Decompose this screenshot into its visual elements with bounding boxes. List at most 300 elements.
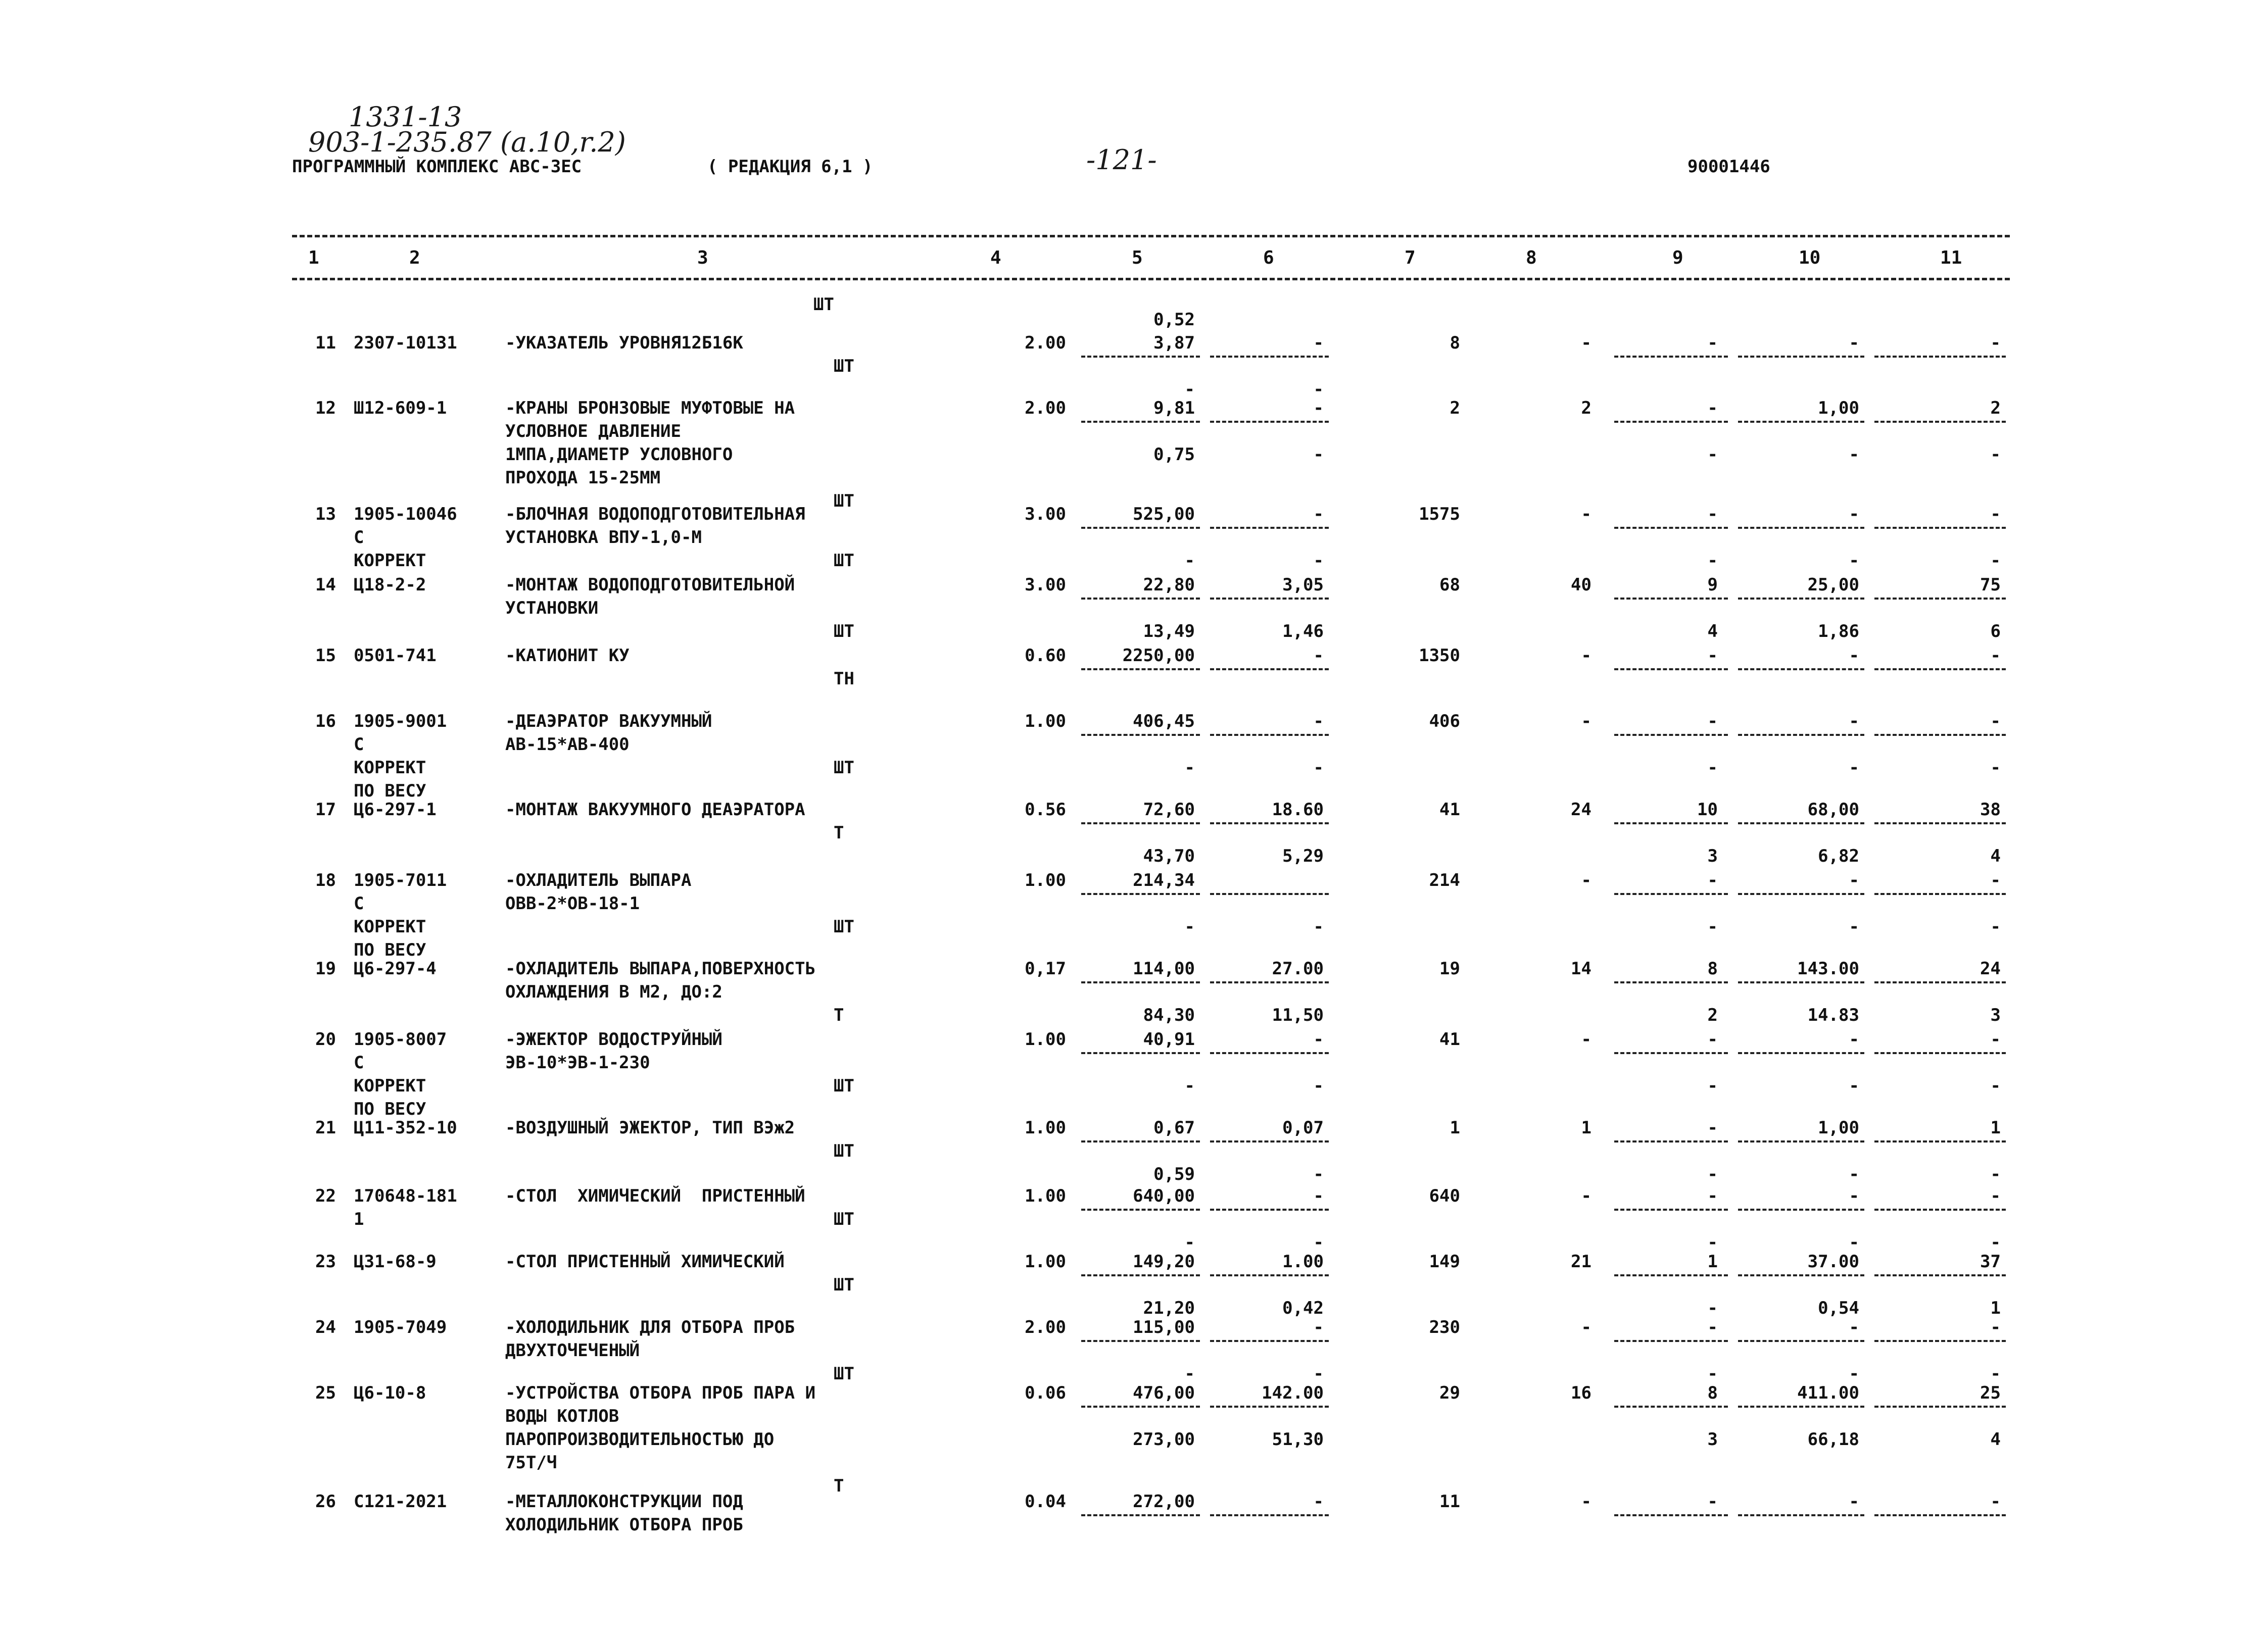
- unit-label: Т: [834, 823, 844, 843]
- labor-divider: [1738, 598, 1864, 600]
- cost-total: 19: [1439, 959, 1460, 979]
- labor-divider: [1874, 1406, 2006, 1408]
- machine-labor-per-unit: -: [1849, 1364, 1859, 1384]
- price-wages: -: [1313, 333, 1324, 353]
- labor-total: -: [1990, 1029, 2001, 1050]
- labor-divider: [1874, 668, 2006, 670]
- labor-divider: [1874, 1052, 2006, 1054]
- machine-price: 273,00: [1133, 1429, 1195, 1450]
- table-row: [0, 1174, 2268, 1253]
- item-name: ОХЛАЖДЕНИЯ В М2, ДО:2: [505, 982, 722, 1002]
- quantity: 2.00: [1025, 398, 1066, 418]
- cost-total: 29: [1439, 1383, 1460, 1403]
- table-row: [0, 947, 2268, 1025]
- machine-wages: -: [1313, 444, 1324, 465]
- quantity: 1.00: [1025, 1118, 1066, 1138]
- price-divider: [1081, 822, 1200, 824]
- cost-total: 68: [1439, 575, 1460, 595]
- labor-divider: [1614, 1209, 1728, 1211]
- program-title: ПРОГРАММНЫЙ КОМПЛЕКС АВС-ЗЕС: [292, 157, 582, 177]
- price-wages: 18.60: [1272, 800, 1324, 820]
- labor-divider: [1738, 1140, 1864, 1142]
- cost-wages: 1: [1581, 1118, 1591, 1138]
- labor-divider: [1738, 734, 1864, 736]
- table-row: [0, 700, 2268, 801]
- labor-divider: [1738, 421, 1864, 423]
- labor-hours: 8: [1707, 959, 1718, 979]
- machine-labor-per-unit: -: [1849, 1232, 1859, 1253]
- item-name: -МОНТАЖ ВАКУУМНОГО ДЕАЭРАТОРА: [505, 800, 805, 820]
- item-name: -КРАНЫ БРОНЗОВЫЕ МУФТОВЫЕ НА: [505, 398, 795, 418]
- price-wages: -: [1313, 1186, 1324, 1206]
- item-name: АВ-15*АВ-400: [505, 734, 630, 755]
- labor-divider: [1614, 1052, 1728, 1054]
- item-name: -ОХЛАДИТЕЛЬ ВЫПАРА,ПОВЕРХНОСТЬ: [505, 959, 816, 979]
- price-divider: [1210, 1406, 1329, 1408]
- item-code-note: С: [354, 1053, 364, 1073]
- machine-wages: -: [1313, 379, 1324, 400]
- cost-wages: 21: [1571, 1252, 1591, 1272]
- price-total: 40,91: [1143, 1029, 1195, 1050]
- handwritten-page-number: -121-: [1086, 144, 1157, 176]
- item-name: -ХОЛОДИЛЬНИК ДЛЯ ОТБОРА ПРОБ: [505, 1317, 795, 1337]
- price-total: 272,00: [1133, 1492, 1195, 1512]
- machine-price: 0,75: [1153, 444, 1195, 465]
- price-wages: -: [1313, 1029, 1324, 1050]
- row-number: 17: [315, 800, 336, 820]
- handwritten-ref-1: 1331-13: [349, 101, 462, 133]
- labor-hours: -: [1707, 1492, 1718, 1512]
- item-name: 75Т/Ч: [505, 1453, 557, 1473]
- item-name: -СТОЛ ХИМИЧЕСКИЙ ПРИСТЕННЫЙ: [505, 1186, 805, 1206]
- labor-per-unit: 68,00: [1807, 800, 1859, 820]
- price-divider: [1210, 893, 1329, 895]
- price-total: 115,00: [1133, 1317, 1195, 1337]
- price-divider: [1210, 1274, 1329, 1276]
- price-total-top: 0,52: [1153, 310, 1195, 330]
- labor-hours: -: [1707, 645, 1718, 666]
- labor-total: -: [1990, 1317, 2001, 1337]
- row-number: 24: [315, 1317, 336, 1337]
- labor-total: -: [1990, 504, 2001, 524]
- column-header-3: 3: [697, 247, 708, 268]
- machine-labor-per-unit: 1,86: [1818, 621, 1859, 641]
- price-total: 9,81: [1153, 398, 1195, 418]
- column-header-11: 11: [1940, 247, 1962, 268]
- table-row: [0, 492, 2268, 571]
- machine-labor: -: [1707, 1164, 1718, 1184]
- row-number: 22: [315, 1186, 336, 1206]
- price-divider: [1081, 1052, 1200, 1054]
- cost-wages: -: [1581, 711, 1591, 731]
- labor-divider: [1614, 1340, 1728, 1342]
- labor-divider: [1614, 893, 1728, 895]
- cost-total: 11: [1439, 1492, 1460, 1512]
- item-code: 1905-8007: [354, 1029, 447, 1050]
- labor-divider: [1874, 356, 2006, 358]
- price-total: 22,80: [1143, 575, 1195, 595]
- labor-divider: [1738, 668, 1864, 670]
- labor-total: -: [1990, 711, 2001, 731]
- machine-labor-per-unit: -: [1849, 758, 1859, 778]
- labor-total: 2: [1990, 398, 2001, 418]
- cost-wages: 16: [1571, 1383, 1591, 1403]
- item-name: ОВВ-2*ОВ-18-1: [505, 893, 640, 914]
- machine-labor-per-unit: 14.83: [1807, 1005, 1859, 1025]
- price-divider: [1081, 356, 1200, 358]
- labor-divider: [1738, 527, 1864, 529]
- labor-divider: [1614, 1274, 1728, 1276]
- item-name: -ДЕАЭРАТОР ВАКУУМНЫЙ: [505, 711, 712, 731]
- machine-labor: -: [1707, 1298, 1718, 1318]
- row-number: 14: [315, 575, 336, 595]
- labor-total: 37: [1980, 1252, 2001, 1272]
- labor-hours: 9: [1707, 575, 1718, 595]
- machine-price: 43,70: [1143, 846, 1195, 866]
- item-name: -МОНТАЖ ВОДОПОДГОТОВИТЕЛЬНОЙ: [505, 575, 795, 595]
- price-divider: [1081, 527, 1200, 529]
- price-divider: [1210, 822, 1329, 824]
- item-code-note: ПО ВЕСУ: [354, 940, 426, 960]
- cost-wages: -: [1581, 1492, 1591, 1512]
- labor-divider: [1738, 981, 1864, 983]
- labor-divider: [1738, 1274, 1864, 1276]
- price-total: 149,20: [1133, 1252, 1195, 1272]
- labor-divider: [1614, 356, 1728, 358]
- price-total: 3,87: [1153, 333, 1195, 353]
- item-code: 170648-181: [354, 1186, 457, 1206]
- item-code: 0501-741: [354, 645, 437, 666]
- labor-divider: [1738, 822, 1864, 824]
- labor-divider: [1738, 1340, 1864, 1342]
- cost-total: 214: [1429, 870, 1460, 890]
- column-header-9: 9: [1672, 247, 1683, 268]
- machine-labor-per-unit: -: [1849, 444, 1859, 465]
- cost-total: 41: [1439, 800, 1460, 820]
- machine-wages: -: [1313, 758, 1324, 778]
- machine-labor-total: 1: [1990, 1298, 2001, 1318]
- machine-labor: 2: [1707, 1005, 1718, 1025]
- handwritten-ref-2: 903-1-235.87 (a.10,r.2): [308, 126, 626, 158]
- machine-labor-total: 3: [1990, 1005, 2001, 1025]
- item-code: Ц11-352-10: [354, 1118, 457, 1138]
- row-number: 20: [315, 1029, 336, 1050]
- table-row: [0, 386, 2268, 511]
- labor-total: 24: [1980, 959, 2001, 979]
- item-code-note: КОРРЕКТ: [354, 758, 426, 778]
- price-total: 114,00: [1133, 959, 1195, 979]
- quantity: 3.00: [1025, 575, 1066, 595]
- header-rule-top: [292, 235, 2010, 237]
- machine-labor-per-unit: -: [1849, 1164, 1859, 1184]
- machine-labor-per-unit: 0,54: [1818, 1298, 1859, 1318]
- labor-divider: [1874, 822, 2006, 824]
- machine-wages: -: [1313, 1164, 1324, 1184]
- column-header-8: 8: [1526, 247, 1537, 268]
- labor-hours: -: [1707, 1317, 1718, 1337]
- price-wages: -: [1313, 504, 1324, 524]
- item-code-note: С: [354, 527, 364, 548]
- labor-divider: [1614, 668, 1728, 670]
- labor-hours: -: [1707, 1029, 1718, 1050]
- table-row: [0, 1480, 2268, 1535]
- machine-wages: 11,50: [1272, 1005, 1324, 1025]
- machine-labor-total: -: [1990, 444, 2001, 465]
- quantity: 0.56: [1025, 800, 1066, 820]
- column-header-10: 10: [1799, 247, 1821, 268]
- labor-per-unit: 25,00: [1807, 575, 1859, 595]
- column-header-4: 4: [990, 247, 1001, 268]
- machine-price: 0,59: [1153, 1164, 1195, 1184]
- machine-wages: 5,29: [1282, 846, 1324, 866]
- price-divider: [1081, 598, 1200, 600]
- price-divider: [1081, 981, 1200, 983]
- price-divider: [1081, 421, 1200, 423]
- machine-price: -: [1184, 1232, 1195, 1253]
- quantity: 0.60: [1025, 645, 1066, 666]
- column-header-2: 2: [409, 247, 420, 268]
- table-row: [0, 1018, 2268, 1119]
- labor-divider: [1614, 1514, 1728, 1516]
- labor-per-unit: -: [1849, 870, 1859, 890]
- labor-total: 1: [1990, 1118, 2001, 1138]
- price-divider: [1210, 356, 1329, 358]
- labor-total: -: [1990, 1186, 2001, 1206]
- labor-divider: [1614, 1140, 1728, 1142]
- item-name: ХОЛОДИЛЬНИК ОТБОРА ПРОБ: [505, 1515, 743, 1535]
- machine-labor-per-unit: -: [1849, 917, 1859, 937]
- labor-per-unit: -: [1849, 1029, 1859, 1050]
- item-name: ПРОХОДА 15-25ММ: [505, 468, 661, 488]
- machine-wages: 1,46: [1282, 621, 1324, 641]
- cost-total: 149: [1429, 1252, 1460, 1272]
- machine-price: -: [1184, 551, 1195, 571]
- cost-wages: -: [1581, 645, 1591, 666]
- item-name: -ЭЖЕКТОР ВОДОСТРУЙНЫЙ: [505, 1029, 722, 1050]
- labor-divider: [1738, 1514, 1864, 1516]
- unit-label: ШТ: [834, 917, 854, 937]
- labor-per-unit: 1,00: [1818, 1118, 1859, 1138]
- price-divider: [1081, 1209, 1200, 1211]
- labor-divider: [1874, 734, 2006, 736]
- item-code: 2307-10131: [354, 333, 457, 353]
- price-divider: [1210, 421, 1329, 423]
- top-unit: ШТ: [813, 294, 834, 315]
- unit-label: ШТ: [834, 1141, 854, 1161]
- price-divider: [1210, 1052, 1329, 1054]
- item-code-note: ПО ВЕСУ: [354, 781, 426, 801]
- machine-labor-total: -: [1990, 917, 2001, 937]
- machine-wages: -: [1313, 551, 1324, 571]
- labor-per-unit: -: [1849, 1492, 1859, 1512]
- quantity: 1.00: [1025, 711, 1066, 731]
- unit-label: ШТ: [834, 758, 854, 778]
- cost-wages: 40: [1571, 575, 1591, 595]
- price-total: 0,67: [1153, 1118, 1195, 1138]
- price-wages: -: [1313, 398, 1324, 418]
- item-code: 1905-9001: [354, 711, 447, 731]
- item-code-note: ПО ВЕСУ: [354, 1099, 426, 1119]
- column-header-5: 5: [1132, 247, 1143, 268]
- machine-labor-total: -: [1990, 1364, 2001, 1384]
- quantity: 1.00: [1025, 870, 1066, 890]
- labor-hours: 8: [1707, 1383, 1718, 1403]
- unit-label: ШТ: [834, 1275, 854, 1295]
- price-total: 640,00: [1133, 1186, 1195, 1206]
- machine-labor-total: 6: [1990, 621, 2001, 641]
- item-name: -ОХЛАДИТЕЛЬ ВЫПАРА: [505, 870, 692, 890]
- quantity: 0.06: [1025, 1383, 1066, 1403]
- cost-total: 41: [1439, 1029, 1460, 1050]
- labor-hours: -: [1707, 504, 1718, 524]
- labor-total: -: [1990, 1492, 2001, 1512]
- price-wages: -: [1313, 1492, 1324, 1512]
- row-number: 11: [315, 333, 336, 353]
- table-row: [0, 1240, 2268, 1318]
- table-row: [0, 634, 2268, 700]
- labor-per-unit: 37.00: [1807, 1252, 1859, 1272]
- table-row: [0, 1371, 2268, 1496]
- labor-hours: -: [1707, 1118, 1718, 1138]
- quantity: 2.00: [1025, 1317, 1066, 1337]
- labor-per-unit: 1,00: [1818, 398, 1859, 418]
- table-row: [0, 308, 2268, 400]
- machine-labor: -: [1707, 1364, 1718, 1384]
- machine-labor-per-unit: 6,82: [1818, 846, 1859, 866]
- labor-divider: [1874, 1274, 2006, 1276]
- cost-wages: 2: [1581, 398, 1591, 418]
- item-name: -БЛОЧНАЯ ВОДОПОДГОТОВИТЕЛЬНАЯ: [505, 504, 805, 524]
- table-row: [0, 788, 2268, 866]
- cost-wages: -: [1581, 1186, 1591, 1206]
- labor-divider: [1738, 893, 1864, 895]
- machine-labor-per-unit: -: [1849, 551, 1859, 571]
- unit-label: Т: [834, 1005, 844, 1025]
- machine-wages: -: [1313, 1076, 1324, 1096]
- table-row: [0, 859, 2268, 960]
- item-name: ВОДЫ КОТЛОВ: [505, 1406, 619, 1426]
- row-number: 26: [315, 1492, 336, 1512]
- price-total: 476,00: [1133, 1383, 1195, 1403]
- labor-divider: [1874, 1209, 2006, 1211]
- row-number: 13: [315, 504, 336, 524]
- table-row: [0, 563, 2268, 641]
- labor-divider: [1874, 421, 2006, 423]
- machine-price: 21,20: [1143, 1298, 1195, 1318]
- machine-labor-per-unit: 66,18: [1807, 1429, 1859, 1450]
- price-divider: [1210, 527, 1329, 529]
- price-divider: [1081, 734, 1200, 736]
- quantity: 1.00: [1025, 1252, 1066, 1272]
- labor-per-unit: 143.00: [1797, 959, 1859, 979]
- price-wages: 3,05: [1282, 575, 1324, 595]
- cost-wages: -: [1581, 333, 1591, 353]
- labor-total: 38: [1980, 800, 2001, 820]
- item-name: -СТОЛ ПРИСТЕННЫЙ ХИМИЧЕСКИЙ: [505, 1252, 785, 1272]
- price-divider: [1081, 1340, 1200, 1342]
- column-header-1: 1: [308, 247, 319, 268]
- unit-label: ШТ: [834, 356, 854, 376]
- labor-total: -: [1990, 333, 2001, 353]
- labor-divider: [1874, 893, 2006, 895]
- item-name: -УКАЗАТЕЛЬ УРОВНЯ12Б16К: [505, 333, 743, 353]
- item-code-note: С: [354, 734, 364, 755]
- item-code: 1905-10046: [354, 504, 457, 524]
- item-code: Ц6-10-8: [354, 1383, 426, 1403]
- unit-label: ШТ: [834, 621, 854, 641]
- header-rule-bottom: [292, 278, 2010, 280]
- cost-wages: -: [1581, 1317, 1591, 1337]
- machine-price: -: [1184, 1076, 1195, 1096]
- quantity: 3.00: [1025, 504, 1066, 524]
- labor-hours: -: [1707, 870, 1718, 890]
- machine-labor-total: -: [1990, 1232, 2001, 1253]
- price-divider: [1081, 1274, 1200, 1276]
- item-name: УСЛОВНОЕ ДАВЛЕНИЕ: [505, 421, 681, 441]
- cost-wages: -: [1581, 1029, 1591, 1050]
- machine-wages: -: [1313, 917, 1324, 937]
- labor-divider: [1614, 1406, 1728, 1408]
- labor-total: 75: [1980, 575, 2001, 595]
- machine-labor: -: [1707, 1232, 1718, 1253]
- item-code: Ш12-609-1: [354, 398, 447, 418]
- cost-total: 2: [1450, 398, 1460, 418]
- unit-label: ШТ: [834, 1076, 854, 1096]
- item-name: УСТАНОВКА ВПУ-1,0-М: [505, 527, 702, 548]
- labor-divider: [1874, 1140, 2006, 1142]
- labor-per-unit: -: [1849, 333, 1859, 353]
- machine-labor-total: -: [1990, 551, 2001, 571]
- machine-labor-total: 4: [1990, 1429, 2001, 1450]
- item-code-note: 1: [354, 1209, 364, 1229]
- machine-labor: -: [1707, 917, 1718, 937]
- machine-price: -: [1184, 379, 1195, 400]
- quantity: 2.00: [1025, 333, 1066, 353]
- unit-label: ШТ: [834, 1364, 854, 1384]
- price-wages: -: [1313, 711, 1324, 731]
- price-wages: 27.00: [1272, 959, 1324, 979]
- price-divider: [1210, 668, 1329, 670]
- labor-divider: [1874, 981, 2006, 983]
- price-divider: [1210, 598, 1329, 600]
- price-total: 406,45: [1133, 711, 1195, 731]
- cost-total: 1350: [1419, 645, 1460, 666]
- table-row: [0, 1106, 2268, 1184]
- price-divider: [1210, 981, 1329, 983]
- machine-labor: 4: [1707, 621, 1718, 641]
- machine-labor-total: -: [1990, 758, 2001, 778]
- quantity: 1.00: [1025, 1029, 1066, 1050]
- machine-price: -: [1184, 917, 1195, 937]
- machine-labor: 3: [1707, 1429, 1718, 1450]
- price-divider: [1081, 1140, 1200, 1142]
- document-code: 90001446: [1687, 157, 1770, 177]
- unit-label: Т: [834, 1476, 844, 1496]
- item-name: ПАРОПРОИЗВОДИТЕЛЬНОСТЬЮ ДО: [505, 1429, 775, 1450]
- quantity: 0.04: [1025, 1492, 1066, 1512]
- cost-wages: 14: [1571, 959, 1591, 979]
- price-wages: -: [1313, 645, 1324, 666]
- item-code: Ц6-297-1: [354, 800, 437, 820]
- machine-price: -: [1184, 758, 1195, 778]
- item-code-note: КОРРЕКТ: [354, 1076, 426, 1096]
- machine-labor-total: -: [1990, 1164, 2001, 1184]
- price-total: 2250,00: [1122, 645, 1195, 666]
- price-total: 525,00: [1133, 504, 1195, 524]
- column-header-7: 7: [1405, 247, 1416, 268]
- item-code-note: КОРРЕКТ: [354, 551, 426, 571]
- price-divider: [1081, 1406, 1200, 1408]
